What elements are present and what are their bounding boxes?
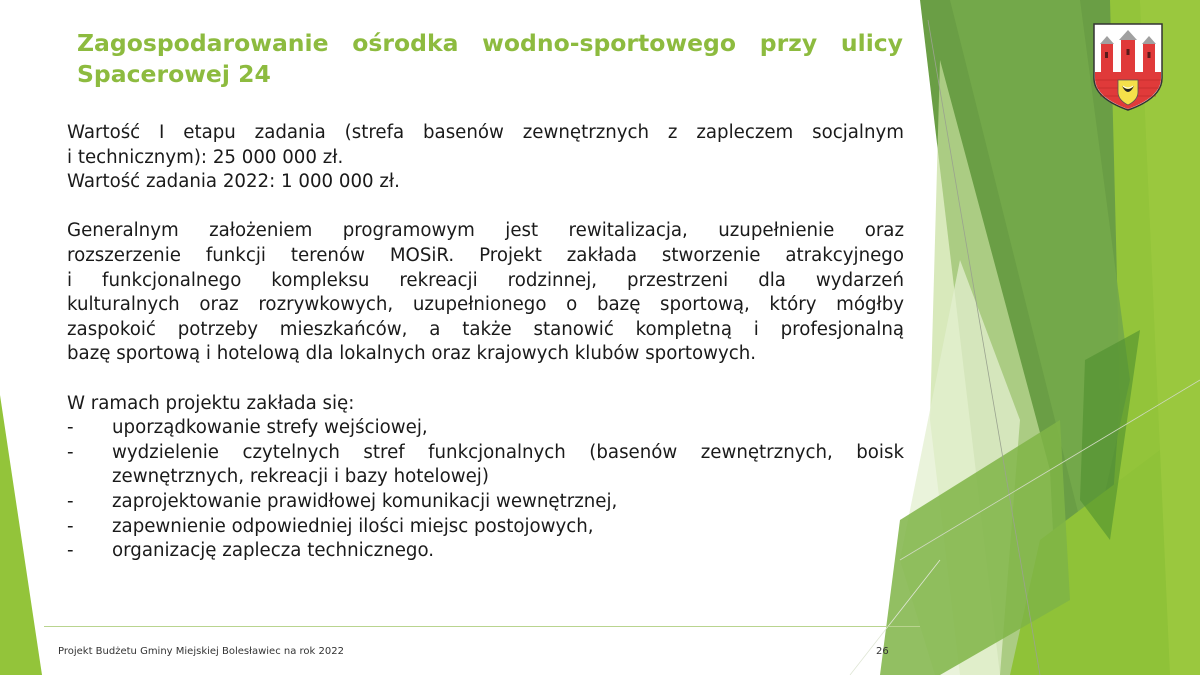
list-item: - zapewnienie odpowiedniej ilości miejsc postojowych,: [67, 515, 904, 540]
description-line: kulturalnych oraz rozrywkowych, uzupełnionego o bazę sportową, który mógłby: [67, 294, 904, 316]
list-item: - uporządkowanie strefy wejściowej,: [67, 416, 904, 441]
dash-bullet: -: [67, 441, 74, 463]
page-number: 26: [876, 646, 889, 657]
description-line: rozszerzenie funkcji terenów MOSiR. Projekt zakłada stworzenie atrakcyjnego: [67, 244, 904, 266]
title-line-2: Spacerowej 24: [77, 60, 271, 88]
task-value-paragraph: [67, 121, 904, 170]
slide-title: [77, 28, 903, 90]
dash-bullet: -: [67, 417, 74, 439]
list-item: - zaprojektowanie prawidłowej komunikacji wewnętrznej,: [67, 490, 904, 515]
task-value-line-2: i technicznym): 25 000 000 zł.: [67, 146, 344, 168]
list-intro: W ramach projektu zakłada się:: [67, 392, 355, 414]
slide-body: [67, 121, 904, 564]
dash-bullet: -: [67, 540, 74, 562]
description-line: Generalnym założeniem programowym jest rewitalizacja, uzupełnienie oraz: [67, 220, 904, 242]
title-line-1: Zagospodarowanie ośrodka wodno-sportowego przy ulicy: [77, 29, 903, 57]
list-item: - wydzielenie czytelnych stref funkcjonalnych (basenów zewnętrznych, boisk zewnętrznych, rekreacji i bazy hotelowej): [67, 441, 904, 488]
description-line: i funkcjonalnego kompleksu rekreacji rodzinnej, przestrzeni dla wydarzeń: [67, 269, 904, 291]
list-item: - organizację zaplecza technicznego.: [67, 539, 904, 564]
description-paragraph: [67, 219, 904, 367]
footer-text: Projekt Budżetu Gminy Miejskiej Bolesławiec na rok 2022: [58, 646, 344, 657]
project-scope-list: [67, 416, 904, 564]
task-value-line-1: Wartość I etapu zadania (strefa basenów zewnętrznych z zapleczem socjalnym: [67, 122, 904, 143]
footer-divider: [44, 626, 920, 627]
description-line: bazę sportową i hotelową dla lokalnych oraz krajowych klubów sportowych.: [67, 343, 757, 365]
dash-bullet: -: [67, 515, 74, 537]
boleslawiec-coat-of-arms-icon: [1092, 22, 1164, 112]
task-value-2022: Wartość zadania 2022: 1 000 000 zł.: [67, 171, 400, 193]
dash-bullet: -: [67, 490, 74, 512]
description-line: zaspokoić potrzeby mieszkańców, a także stanowić kompletną i profesjonalną: [67, 318, 904, 340]
